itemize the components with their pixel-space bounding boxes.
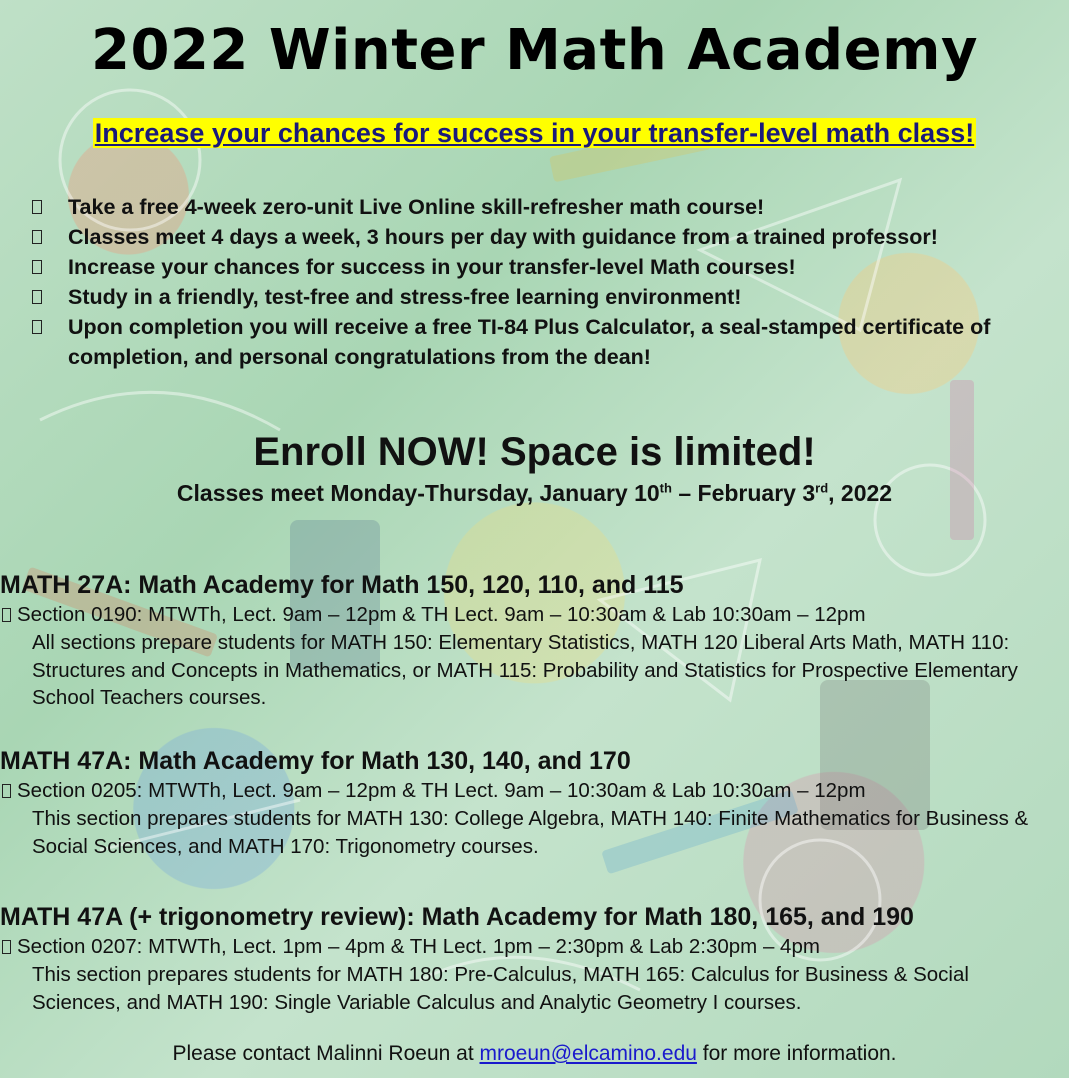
contact-line — [0, 1042, 1069, 1066]
course-description: This section prepares students for MATH 180: Pre-Calculus, MATH 165: Calculus for Business & Social Sciences, and MATH 190: Single Variable Calculus and Analytic Geometry I courses. — [32, 963, 969, 1014]
section-text: Section 0207: MTWTh, Lect. 1pm – 4pm & TH Lect. 1pm – 2:30pm & Lab 2:30pm – 4pm — [17, 935, 820, 958]
list-item-text: Study in a friendly, test-free and stress-free learning environment! — [68, 285, 742, 309]
list-item — [30, 252, 1040, 282]
course-title: MATH 27A: Math Academy for Math 150, 120, 110, and 115 — [0, 571, 684, 599]
course-section — [0, 777, 1069, 805]
checkbox-bullet-icon — [32, 320, 42, 334]
list-item — [30, 282, 1040, 312]
course-math-27a — [0, 569, 1069, 712]
dates-sup-th: th — [659, 480, 672, 496]
page-title: 2022 Winter Math Academy — [91, 18, 978, 83]
course-title: MATH 47A: Math Academy for Math 130, 140, and 170 — [0, 747, 631, 775]
checkbox-bullet-icon — [2, 784, 11, 798]
list-item-text: Take a free 4-week zero-unit Live Online skill-refresher math course! — [68, 195, 765, 219]
headline-text: Increase your chances for success in your transfer-level math class! — [94, 118, 975, 148]
course-math-47a — [0, 745, 1069, 860]
contact-suffix: for more information. — [696, 1042, 897, 1065]
contact-email-link[interactable]: mroeun@elcamino.edu — [479, 1042, 697, 1065]
course-section — [0, 933, 1069, 961]
class-dates — [0, 480, 1069, 507]
list-item — [30, 192, 1040, 222]
headline-banner — [0, 118, 1069, 149]
dates-middle: – February 3 — [671, 480, 816, 506]
section-text: Section 0190: MTWTh, Lect. 9am – 12pm & TH Lect. 9am – 10:30am & Lab 10:30am – 12pm — [17, 603, 866, 626]
checkbox-bullet-icon — [32, 230, 42, 244]
course-description: This section prepares students for MATH 130: College Algebra, MATH 140: Finite Mathematics for Business & Social Sciences, and MATH 170: Trigonometry courses. — [32, 807, 1029, 858]
course-math-47a-trig — [0, 901, 1069, 1016]
checkbox-bullet-icon — [2, 940, 11, 954]
checkbox-bullet-icon — [2, 608, 11, 622]
enroll-heading: Enroll NOW! Space is limited! — [253, 430, 816, 474]
dates-prefix: Classes meet Monday-Thursday, January 10 — [176, 480, 660, 506]
contact-prefix: Please contact Malinni Roeun at — [172, 1042, 480, 1065]
list-item-text: Increase your chances for success in your transfer-level Math courses! — [68, 255, 796, 279]
list-item — [30, 312, 1040, 372]
section-text: Section 0205: MTWTh, Lect. 9am – 12pm & TH Lect. 9am – 10:30am & Lab 10:30am – 12pm — [17, 779, 866, 802]
checkbox-bullet-icon — [32, 260, 42, 274]
dates-suffix: , 2022 — [828, 480, 893, 506]
checkbox-bullet-icon — [32, 290, 42, 304]
list-item — [30, 222, 1040, 252]
list-item-text: Upon completion you will receive a free TI-84 Plus Calculator, a seal-stamped certificate of completion, and personal congratulations from the dean! — [68, 315, 991, 369]
list-item-text: Classes meet 4 days a week, 3 hours per day with guidance from a trained professor! — [68, 225, 938, 249]
course-title: MATH 47A (+ trigonometry review): Math Academy for Math 180, 165, and 190 — [0, 903, 914, 931]
course-description: All sections prepare students for MATH 150: Elementary Statistics, MATH 120 Liberal Arts Math, MATH 110: Structures and Concepts in Mathematics, or MATH 115: Probability and Statistics for Prospective Elementary School Teachers courses. — [32, 631, 1018, 709]
benefits-list — [30, 192, 1040, 372]
dates-sup-rd: rd — [815, 480, 829, 496]
course-section — [0, 601, 1069, 629]
checkbox-bullet-icon — [32, 200, 42, 214]
